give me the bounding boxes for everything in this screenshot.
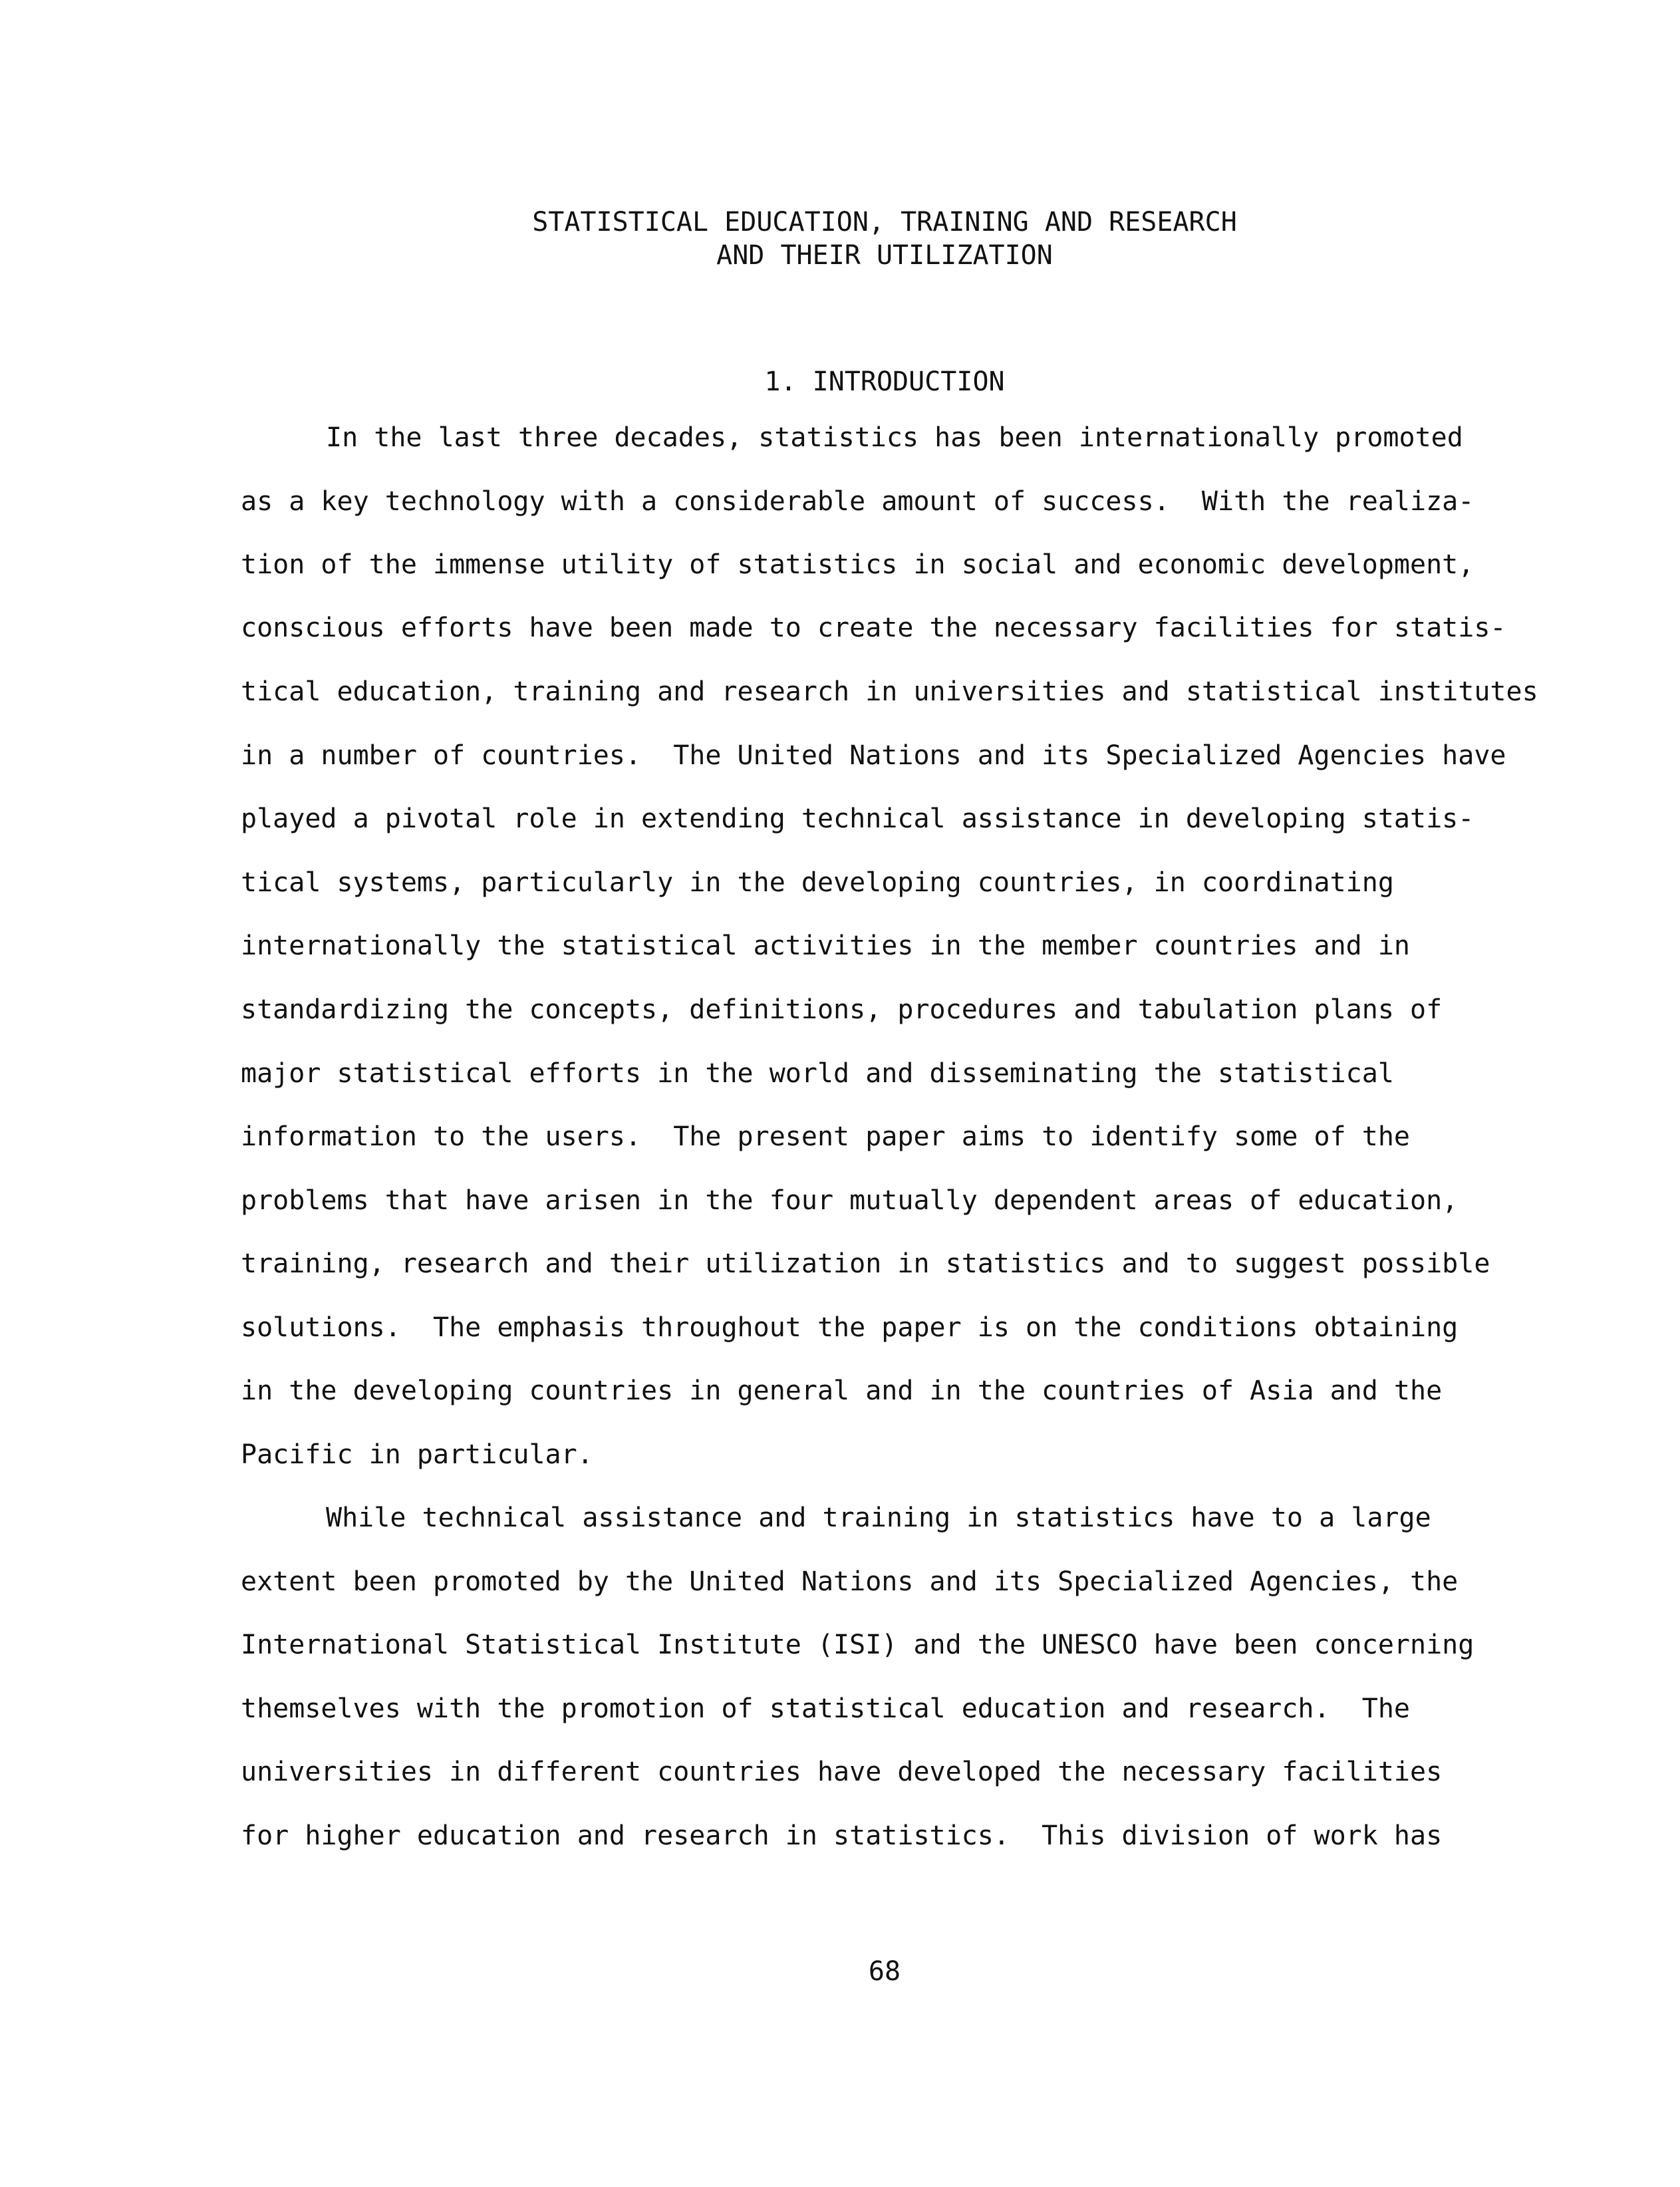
paragraph-line: tical education, training and research in universities and statistical institutes xyxy=(241,676,1538,707)
paragraph-line: in the developing countries in general and in the countries of Asia and the xyxy=(241,1376,1443,1406)
paragraph-line: training, research and their utilization in statistics and to suggest possible xyxy=(241,1248,1490,1279)
paragraph-line: information to the users. The present paper aims to identify some of the xyxy=(241,1121,1410,1152)
paragraph-line: for higher education and research in statistics. This division of work has xyxy=(241,1821,1443,1851)
paragraph-line: standardizing the concepts, definitions, procedures and tabulation plans of xyxy=(241,994,1443,1025)
section-heading: 1. INTRODUCTION xyxy=(764,366,1005,397)
paragraph-line: extent been promoted by the United Nations and its Specialized Agencies, the xyxy=(241,1566,1459,1597)
title-line-1: STATISTICAL EDUCATION, TRAINING AND RESEARCH xyxy=(532,207,1237,237)
paragraph-line: major statistical efforts in the world and disseminating the statistical xyxy=(241,1058,1394,1089)
paragraph-line: tion of the immense utility of statistics in social and economic development, xyxy=(241,549,1474,580)
paragraph-line: conscious efforts have been made to create the necessary facilities for statis- xyxy=(241,613,1506,643)
paragraph-line: Pacific in particular. xyxy=(241,1439,593,1470)
paragraph-line: While technical assistance and training in statistics have to a large xyxy=(326,1503,1431,1533)
paragraph-line: internationally the statistical activities in the member countries and in xyxy=(241,931,1410,961)
paragraph-line: universities in different countries have developed the necessary facilities xyxy=(241,1757,1443,1787)
paragraph-line: International Statistical Institute (ISI) and the UNESCO have been concerning xyxy=(241,1630,1474,1660)
title-line-2: AND THEIR UTILIZATION xyxy=(716,240,1053,271)
paragraph-line: solutions. The emphasis throughout the paper is on the conditions obtaining xyxy=(241,1312,1459,1343)
paragraph-line: as a key technology with a considerable amount of success. With the realiza- xyxy=(241,486,1474,517)
page-number: 68 xyxy=(868,1956,901,1987)
paragraph-line: tical systems, particularly in the developing countries, in coordinating xyxy=(241,867,1394,898)
paragraph-line: in a number of countries. The United Nations and its Specialized Agencies have xyxy=(241,740,1506,771)
paragraph-line: In the last three decades, statistics has been internationally promoted xyxy=(326,422,1463,453)
paragraph-line: played a pivotal role in extending technical assistance in developing statis- xyxy=(241,803,1474,834)
paragraph-line: problems that have arisen in the four mutually dependent areas of education, xyxy=(241,1185,1459,1216)
paragraph-line: themselves with the promotion of statistical education and research. The xyxy=(241,1693,1410,1724)
